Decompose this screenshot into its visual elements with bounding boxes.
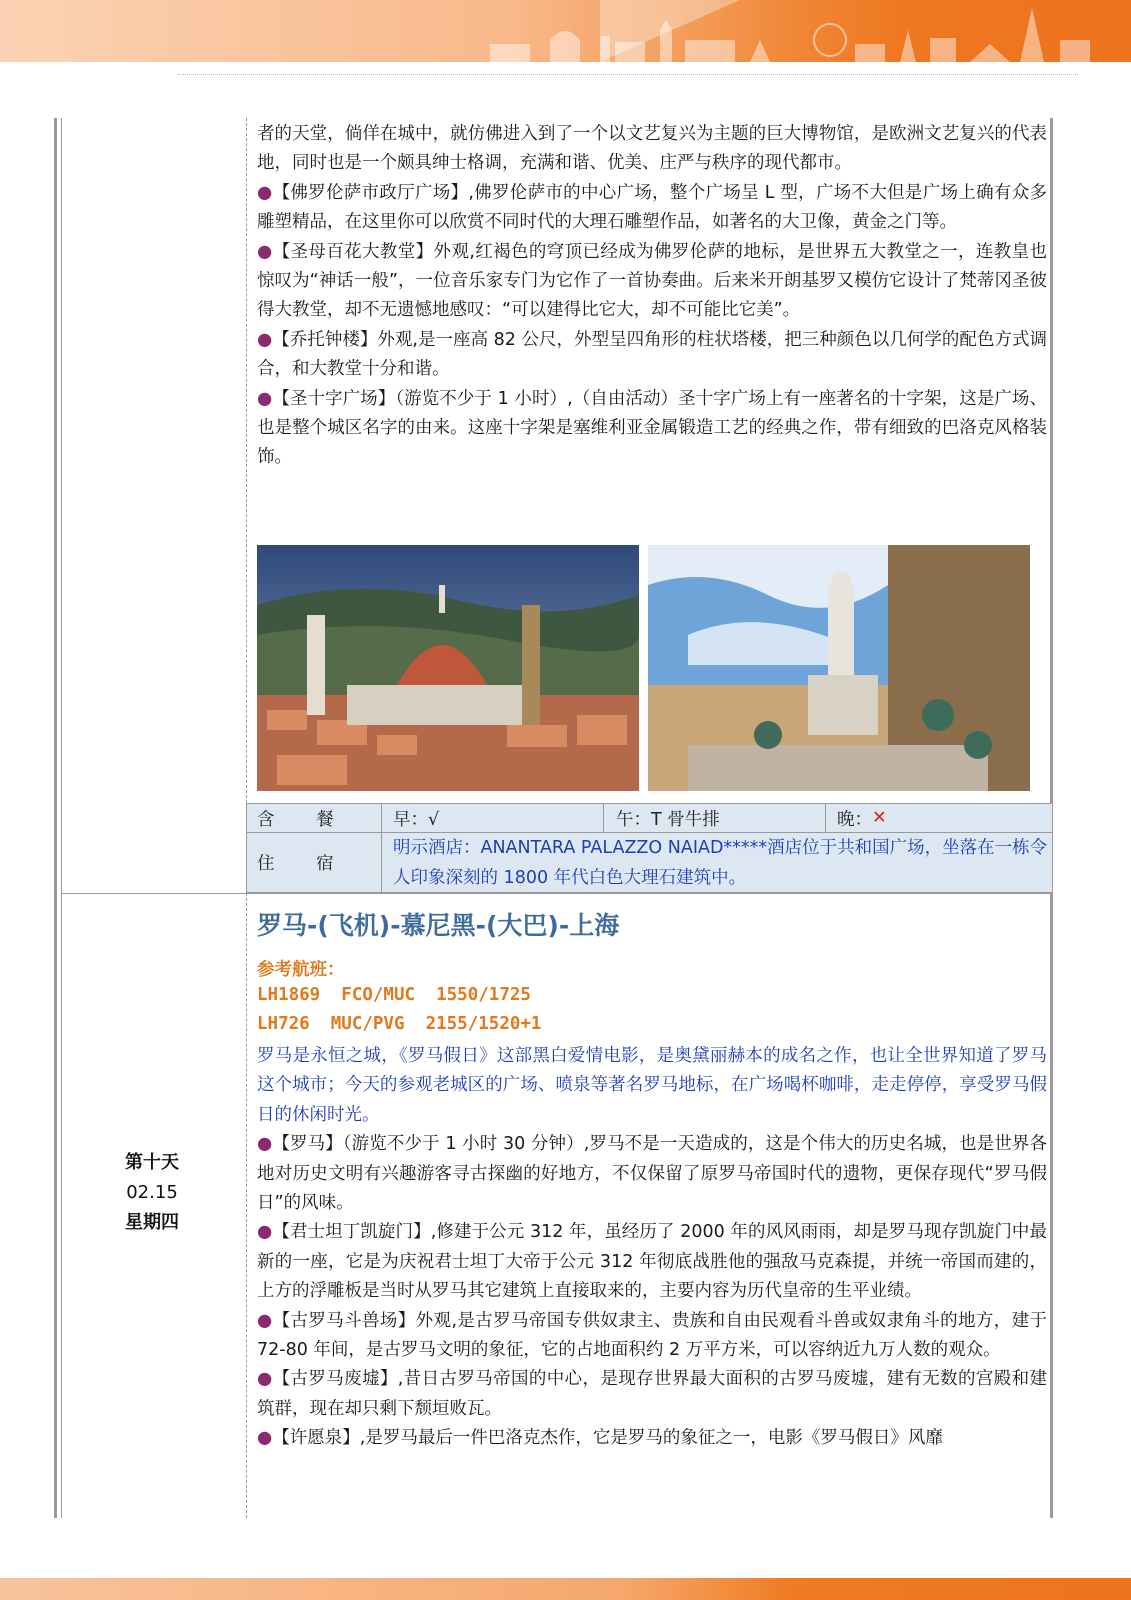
lunch-cell: 午：T 骨牛排 [616, 809, 720, 830]
paragraph: ●【古罗马废墟】,昔日古罗马帝国的中心，是现存世界最大面积的古罗马废墟，建有无数的宫殿和建筑群，现在却只剩下颓垣败瓦。 [257, 1369, 1047, 1419]
footer-band [0, 1578, 1131, 1600]
upper-section [257, 120, 1047, 473]
paragraph: ●【乔托钟楼】外观,是一座高 82 公尺，外型呈四角形的柱状塔楼，把三种颜色以几何学的配色方式调合，和大教堂十分和谐。 [257, 329, 1047, 380]
day-number: 第十天 [125, 1152, 179, 1173]
breakfast-cell: 早：√ [393, 809, 440, 830]
bullet-icon: ● [257, 388, 273, 409]
paragraph: ●【许愿泉】,是罗马最后一件巴洛克杰作，它是罗马的象征之一，电影《罗马假日》风靡 [257, 1428, 943, 1449]
column-divider [246, 118, 247, 803]
bullet-icon: ● [257, 182, 273, 203]
flight-1: LH1869 FCO/MUC 1550/1725 [257, 985, 531, 1005]
neptune-fountain-photo [648, 545, 1030, 791]
paragraph: ●【佛罗伦萨市政厅广场】,佛罗伦萨市的中心广场，整个广场呈 L 型，广场不大但是广场上确有众多雕塑精品，在这里你可以欣赏不同时代的大理石雕塑作品，如著名的大卫像，黄金之门等。 [257, 182, 1047, 233]
dinner-cell: 晚： ✕ [837, 808, 887, 830]
florence-cathedral-photo [257, 545, 639, 791]
day-date: 02.15 [126, 1182, 178, 1203]
bullet-icon: ● [257, 1428, 273, 1449]
paragraph: 者的天堂，倘佯在城中，就仿佛进入到了一个以文艺复兴为主题的巨大博物馆，是欧洲文艺复兴的代表地，同时也是一个颇具绅士格调，充满和谐、优美、庄严与秩序的现代都市。 [257, 124, 1047, 174]
flight-2: LH726 MUC/PVG 2155/1520+1 [257, 1014, 542, 1034]
day-intro: 罗马是永恒之城，《罗马假日》这部黑白爱情电影，是奥黛丽赫本的成名之作，也让全世界知道了罗马这个城市；今天的参观老城区的广场、喷泉等著名罗马地标，在广场喝杯咖啡，走走停停，享受罗马假日的休闲时光。 [257, 1046, 1047, 1125]
bullet-icon: ● [257, 329, 273, 350]
column-divider-lower [246, 893, 247, 1518]
bullet-icon: ● [257, 1134, 273, 1155]
bullet-icon: ● [257, 1222, 273, 1243]
paragraph: ●【圣母百花大教堂】外观,红褐色的穹顶已经成为佛罗伦萨的地标，是世界五大教堂之一，连教皇也惊叹为“神话一般”，一位音乐家专门为它作了一首协奏曲。后来米开朗基罗又模仿它设计了梵蒂冈圣彼得大教堂，却不无遗憾地感叹：“可以建得比它大，却不可能比它美”。 [257, 241, 1047, 321]
cross-icon: ✕ [872, 808, 887, 828]
table-left-border [54, 118, 57, 1518]
table-left-inner-border [61, 118, 62, 1518]
day10-body [257, 1042, 1047, 1454]
row-divider [62, 893, 1052, 894]
paragraph: ●【罗马】（游览不少于 1 小时 30 分钟）,罗马不是一天造成的，这是个伟大的历史名城，也是世界各地对历史文明有兴趣游客寻古探幽的好地方，不仅保留了原罗马帝国时代的遗物，更保存现代“罗马假日”的风味。 [257, 1134, 1047, 1214]
day-title: 罗马-(飞机)-慕尼黑-(大巴)-上海 [257, 911, 620, 940]
paragraph: ●【君士坦丁凯旋门】,修建于公元 312 年，虽经历了 2000 年的风风雨雨，却是罗马现存凯旋门中最新的一座，它是为庆祝君士坦丁大帝于公元 312 年彻底战胜他的强敌马克森提，并统一帝国而建的，上方的浮雕板是当时从罗马其它建筑上直接取来的，主要内容为历代皇帝的生平业绩。 [257, 1222, 1048, 1302]
bullet-icon: ● [257, 1310, 273, 1331]
hotel-description: 明示酒店：ANANTARA PALAZZO NAIAD*****酒店位于共和国广场，坐落在一栋令人印象深刻的 1800 年代白色大理石建筑中。 [393, 838, 1048, 888]
header-band [0, 0, 1131, 62]
paragraph: ●【圣十字广场】（游览不少于 1 小时）,（自由活动）圣十字广场上有一座著名的十字架，这是广场、也是整个城区名字的由来。这座十字架是塞维利亚金属锻造工艺的经典之作，带有细致的巴洛克风格装饰。 [257, 388, 1047, 468]
bullet-icon: ● [257, 241, 273, 262]
meals-label: 含 餐 [257, 809, 352, 830]
day-label [62, 1148, 242, 1238]
paragraph: ●【古罗马斗兽场】外观,是古罗马帝国专供奴隶主、贵族和自由民观看斗兽或奴隶角斗的地方，建于 72-80 年间，是古罗马文明的象征，它的占地面积约 2 万平方米，可以容纳近九万人数的观众。 [257, 1310, 1047, 1361]
meals-row [247, 803, 1052, 833]
city-skyline-icon [470, 0, 1131, 62]
day-weekday: 星期四 [125, 1212, 179, 1233]
flight-label: 参考航班： [257, 960, 345, 980]
hotel-row [247, 833, 1052, 893]
hotel-label: 住 宿 [257, 854, 352, 874]
header-divider [178, 74, 1078, 75]
bullet-icon: ● [257, 1369, 273, 1390]
